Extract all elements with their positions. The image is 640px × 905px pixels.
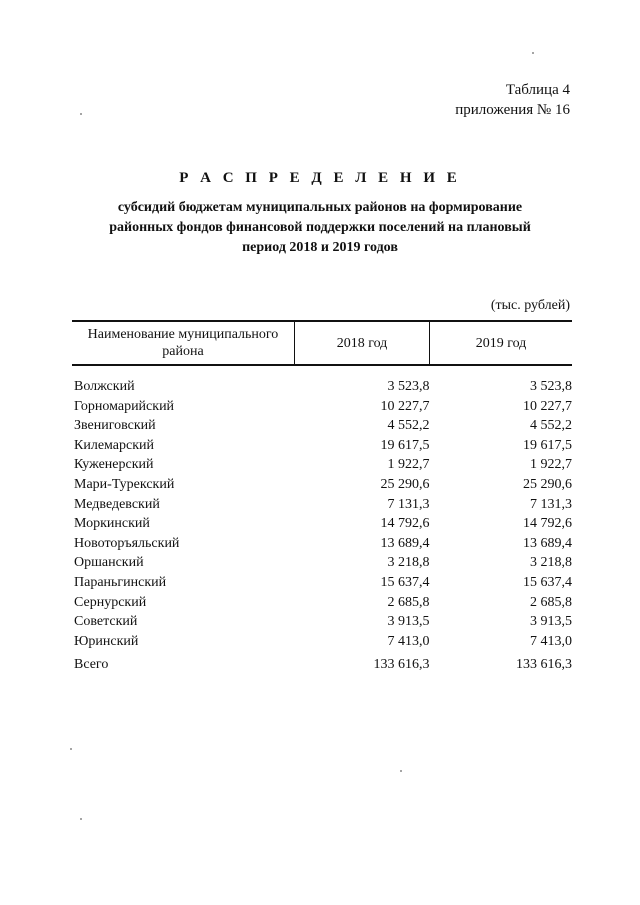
table-row bbox=[72, 455, 572, 475]
value-2018-cell: 13 689,4 bbox=[380, 535, 430, 551]
subsidy-table bbox=[72, 320, 572, 675]
value-2019-cell: 3 523,8 bbox=[530, 379, 572, 394]
scan-speck bbox=[532, 52, 534, 54]
column-header-name: Наименование муниципального района bbox=[72, 321, 295, 365]
value-2019-cell: 13 689,4 bbox=[523, 535, 572, 551]
value-2018-cell: 7 413,0 bbox=[387, 633, 430, 649]
table-body bbox=[72, 365, 572, 675]
value-2019-cell: 4 552,2 bbox=[530, 418, 572, 434]
scan-speck bbox=[80, 818, 82, 820]
value-2018-cell: 1 922,7 bbox=[387, 457, 430, 473]
district-name-cell: Оршанский bbox=[74, 555, 144, 571]
document-title: Р А С П Р Е Д Е Л Е Н И Е bbox=[179, 170, 461, 186]
value-2018-cell: 19 617,5 bbox=[380, 437, 430, 453]
value-2019-cell: 3 218,8 bbox=[530, 555, 572, 571]
table-row bbox=[72, 553, 572, 573]
table-row bbox=[72, 534, 572, 554]
value-2018-cell: 25 290,6 bbox=[380, 476, 430, 492]
value-2019-cell: 2 685,8 bbox=[530, 594, 572, 610]
value-2019-cell: 14 792,6 bbox=[523, 516, 572, 532]
value-2019-cell: 15 637,4 bbox=[523, 574, 572, 590]
column-header-2019: 2019 год bbox=[430, 321, 573, 365]
district-name-cell: Советский bbox=[74, 614, 138, 630]
district-name-cell: Звениговский bbox=[74, 418, 156, 434]
district-name-cell: Моркинский bbox=[74, 516, 150, 532]
table-row bbox=[72, 632, 572, 652]
scan-speck bbox=[70, 748, 72, 750]
district-name-cell: Волжский bbox=[74, 379, 135, 394]
total-2018-cell: 133 616,3 bbox=[373, 657, 430, 673]
total-row bbox=[72, 651, 572, 675]
value-2019-cell: 1 922,7 bbox=[530, 457, 572, 473]
value-2019-cell: 10 227,7 bbox=[523, 398, 572, 414]
value-2018-cell: 3 523,8 bbox=[387, 379, 430, 394]
value-2018-cell: 3 218,8 bbox=[387, 555, 430, 571]
table-row bbox=[72, 612, 572, 632]
table-number: Таблица 4 bbox=[505, 82, 570, 98]
value-2018-cell: 4 552,2 bbox=[387, 418, 430, 434]
district-name-cell: Медведевский bbox=[74, 496, 160, 512]
district-name-cell: Килемарский bbox=[74, 437, 155, 453]
district-name-cell: Горномарийский bbox=[74, 398, 175, 414]
table-row bbox=[72, 514, 572, 534]
value-2018-cell: 14 792,6 bbox=[380, 516, 430, 532]
district-name-cell: Куженерский bbox=[74, 457, 154, 473]
value-2019-cell: 7 131,3 bbox=[530, 496, 572, 512]
appendix-reference: приложения № 16 bbox=[455, 102, 570, 118]
units-label: (тыс. рублей) bbox=[490, 298, 570, 313]
value-2019-cell: 3 913,5 bbox=[530, 614, 572, 630]
district-name-cell: Мари-Турекский bbox=[74, 476, 175, 492]
scan-speck bbox=[80, 113, 82, 115]
table-row bbox=[72, 397, 572, 417]
value-2018-cell: 15 637,4 bbox=[380, 574, 430, 590]
table-row bbox=[72, 495, 572, 515]
district-name-cell: Параньгинский bbox=[74, 574, 167, 590]
column-header-2018: 2018 год bbox=[295, 321, 430, 365]
value-2019-cell: 25 290,6 bbox=[523, 476, 572, 492]
total-2019-cell: 133 616,3 bbox=[516, 657, 572, 673]
table-row bbox=[72, 593, 572, 613]
table-row bbox=[72, 475, 572, 495]
district-name-cell: Юринский bbox=[74, 633, 139, 649]
document-subtitle: субсидий бюджетам муниципальных районов на формирование районных фондов финансовой поддержки поселений на плановый период 2018 и 2019 годов bbox=[109, 200, 531, 255]
district-name-cell: Новоторъяльский bbox=[74, 535, 180, 551]
table-row bbox=[72, 377, 572, 397]
total-label-cell: Всего bbox=[74, 657, 109, 673]
table-header-row bbox=[72, 321, 572, 365]
table-row bbox=[72, 416, 572, 436]
value-2018-cell: 3 913,5 bbox=[387, 614, 430, 630]
value-2018-cell: 2 685,8 bbox=[387, 594, 430, 610]
table-row bbox=[72, 573, 572, 593]
scan-speck bbox=[400, 770, 402, 772]
value-2019-cell: 7 413,0 bbox=[530, 633, 572, 649]
district-name-cell: Сернурский bbox=[74, 594, 147, 610]
table-caption bbox=[455, 80, 570, 120]
value-2018-cell: 7 131,3 bbox=[387, 496, 430, 512]
value-2019-cell: 19 617,5 bbox=[523, 437, 572, 453]
value-2018-cell: 10 227,7 bbox=[380, 398, 430, 414]
table-row bbox=[72, 436, 572, 456]
